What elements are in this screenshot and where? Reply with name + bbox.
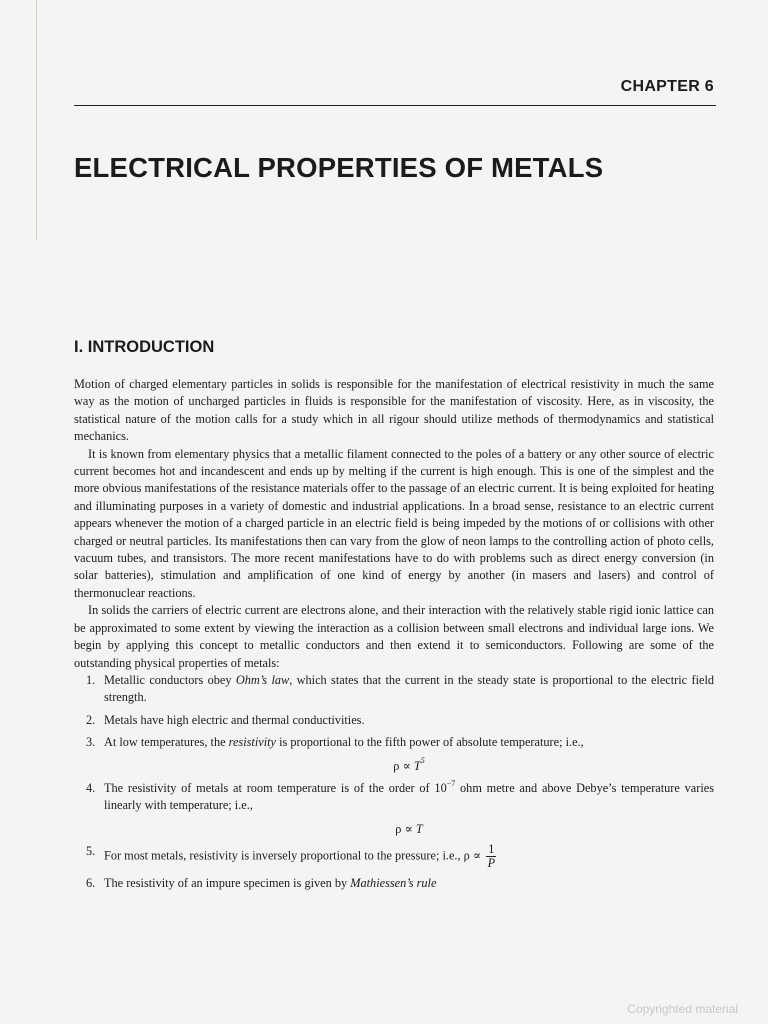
list-item [74, 875, 714, 892]
equation [104, 821, 714, 838]
list-number: 4. [86, 780, 96, 795]
paragraph-3: In solids the carriers of electric current are electrons alone, and their interaction with the relatively stable rigid ionic lattice can be approximated to some extent by viewing the interaction as a collision between small electrons and individual large ions. We begin by applying this concept to metallic conductors and then extend it to semiconductors. Following are some of the outstanding physical properties of metals: [74, 603, 714, 670]
paragraph-1: Motion of charged elementary particles in solids is responsible for the manifestation of electrical resistivity in much the same way as the motion of uncharged particles in fluids is responsible for the manifestation of viscosity. Here, as in viscosity, the statistical nature of the motion calls for a study which in all rigour should utilize methods of thermodynamics and statistical mechanics. [74, 377, 714, 444]
list-text: Metals have high electric and thermal conductivities. [104, 712, 365, 727]
list-text: Metallic conductors obey [104, 672, 236, 687]
equation-var: T [415, 821, 423, 836]
page-title: ELECTRICAL PROPERTIES OF METALS [74, 152, 604, 183]
list-number: 3. [86, 735, 96, 750]
equation-lhs: ρ ∝ [395, 821, 416, 836]
body-text [74, 376, 714, 893]
margin-rule [36, 0, 37, 240]
list-item [74, 712, 714, 729]
list-text: The resistivity of an impure specimen is given by [104, 876, 351, 891]
exponent: −7 [446, 778, 456, 788]
list-number: 5. [86, 844, 96, 859]
list-item [74, 672, 714, 707]
list-text: is proportional to the fifth power of absolute temperature; i.e., [276, 735, 584, 750]
equation-exponent: 5 [420, 756, 425, 766]
list-number: 2. [86, 712, 96, 727]
list-text: At low temperatures, the [104, 735, 229, 750]
equation-var: T [413, 758, 421, 773]
emphasis-term: Mathiessen’s rule [350, 876, 437, 891]
fraction-numerator: 1 [488, 842, 495, 857]
chapter-label: CHAPTER 6 [620, 78, 714, 95]
fraction [486, 843, 496, 870]
chapter-divider [74, 105, 716, 106]
paragraph-2: It is known from elementary physics that a metallic filament connected to the poles of a battery or any other source of electric current becomes hot and incandescent and ends up by melting if the current is high enough. This is one of the simplest and the more obvious manifestations of the resistance materials offer to the passage of an electric current. It is being exploited for heating and illuminating purposes in a variety of domestic and industrial applications. In a broad sense, resistance to an electric current appears whenever the motion of a charged particle in an electric field is being impeded by the motions of or collisions with other charged or neutral particles. Its manifestations then can vary from the glow of neon lamps to the controlling action of photo cells, vacuum tubes, and transistors. The more recent manifestations have to do with problems such as direct energy conversion (in solar batteries), stimulation and amplification of one kind of energy by another (in masers and lasers) and control of thermonuclear reactions. [74, 446, 714, 600]
emphasis-term: resistivity [228, 735, 276, 750]
emphasis-term: Ohm’s law [235, 672, 290, 687]
list-item [74, 843, 714, 870]
list-text: For most metals, resistivity is inversely proportional to the pressure; i.e., ρ ∝ [104, 848, 485, 863]
list-item [74, 734, 714, 775]
list-number: 1. [86, 672, 96, 687]
equation [104, 758, 714, 775]
list-text: , which states that the current in the steady state is proportional to the electric field strength. [104, 672, 715, 705]
list-text: ohm metre and above Debye’s temperature varies linearly with temperature; i.e., [104, 780, 714, 813]
list-number: 6. [86, 876, 96, 891]
section-heading: I. INTRODUCTION [74, 338, 215, 356]
properties-list [74, 672, 714, 893]
list-text: The resistivity of metals at room temperature is of the order of 10 [104, 780, 447, 795]
list-item [74, 780, 714, 838]
fraction-denominator: P [487, 856, 496, 871]
copyright-watermark: Copyrighted material [627, 1002, 738, 1016]
equation-lhs: ρ ∝ [393, 758, 414, 773]
